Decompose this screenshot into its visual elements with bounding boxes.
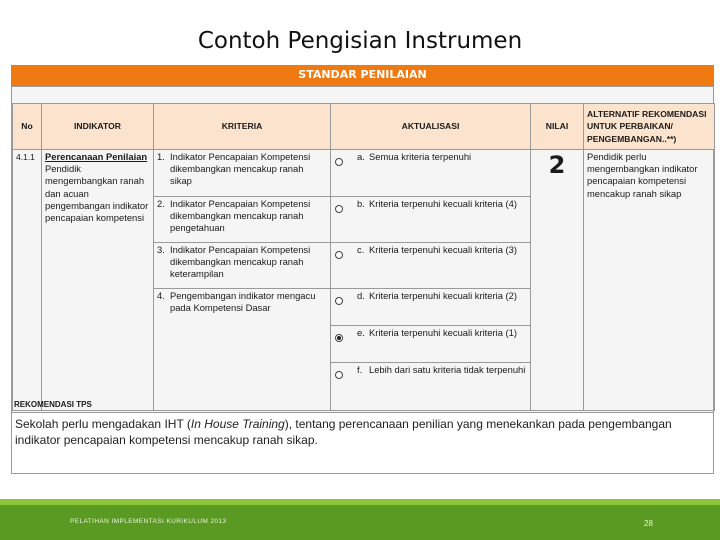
- header-no: No: [13, 104, 42, 150]
- aktualisasi-option-c[interactable]: c. Kriteria terpenuhi kecuali kriteria (3): [331, 243, 530, 289]
- aktualisasi-option-b[interactable]: b. Kriteria terpenuhi kecuali kriteria (4): [331, 197, 530, 243]
- radio-icon[interactable]: [335, 158, 343, 166]
- header-rekomendasi: ALTERNATIF REKOMENDASI UNTUK PERBAIKAN/ PENGEMBANGAN..**): [584, 104, 715, 150]
- radio-icon[interactable]: [335, 251, 343, 259]
- footer-text: PELATIHAN IMPLEMENTASI KURIKULUM 2013: [70, 518, 227, 525]
- radio-checked-icon[interactable]: [335, 334, 343, 342]
- header-indikator: INDIKATOR: [42, 104, 154, 150]
- instrument-table: [12, 103, 715, 411]
- criteria-cell: [154, 150, 331, 411]
- row-number: 4.1.1: [13, 150, 42, 411]
- aktualisasi-option-a[interactable]: a. Semua kriteria terpenuhi: [331, 150, 530, 197]
- indicator-title: Perencanaan Penilaian: [45, 151, 148, 162]
- rekomendasi-cell: Pendidik perlu mengembangkan indikator pencapaian kompetensi mencakup ranah sikap: [584, 150, 715, 411]
- standard-banner: STANDAR PENILAIAN: [11, 65, 714, 86]
- page-number: 28: [644, 519, 653, 528]
- aktualisasi-cell: [331, 150, 531, 411]
- header-nilai: NILAI: [531, 104, 584, 150]
- radio-icon[interactable]: [335, 297, 343, 305]
- footer-bar: [0, 505, 720, 540]
- header-aktualisasi: AKTUALISASI: [331, 104, 531, 150]
- aktualisasi-option-d[interactable]: d. Kriteria terpenuhi kecuali kriteria (2): [331, 289, 530, 326]
- table-header-row: [13, 104, 715, 150]
- instrument-frame: [11, 86, 714, 474]
- criteria-item: 3. Indikator Pencapaian Kompetensi dikembangkan mencakup ranah keterampilan: [154, 243, 330, 289]
- indicator-cell: [42, 150, 154, 411]
- slide-title: Contoh Pengisian Instrumen: [197, 28, 523, 54]
- radio-icon[interactable]: [335, 205, 343, 213]
- indicator-description: Pendidik mengembangkan ranah dan acuan pengembangan indikator pencapaian kompetensi: [45, 163, 149, 224]
- criteria-item: 4. Pengembangan indikator mengacu pada Kompetensi Dasar: [157, 290, 316, 314]
- criteria-item: 2. Indikator Pencapaian Kompetensi dikembangkan mencakup ranah pengetahuan: [154, 197, 330, 243]
- tps-recommendation: Sekolah perlu mengadakan IHT (In House Training), tentang perencanaan penilian yang menekankan pada pengembangan indikator pencapaian kompetensi mencakup ranah sikap.: [12, 412, 713, 473]
- criteria-item: 1. Indikator Pencapaian Kompetensi dikembangkan mencakup ranah sikap: [154, 150, 330, 197]
- header-kriteria: KRITERIA: [154, 104, 331, 150]
- aktualisasi-option-f[interactable]: f. Lebih dari satu kriteria tidak terpenuhi: [331, 363, 530, 391]
- aktualisasi-option-e[interactable]: e. Kriteria terpenuhi kecuali kriteria (1): [331, 326, 530, 363]
- tps-label: REKOMENDASI TPS: [14, 400, 92, 409]
- radio-icon[interactable]: [335, 371, 343, 379]
- table-row: [13, 150, 715, 411]
- nilai-value: 2: [531, 150, 584, 411]
